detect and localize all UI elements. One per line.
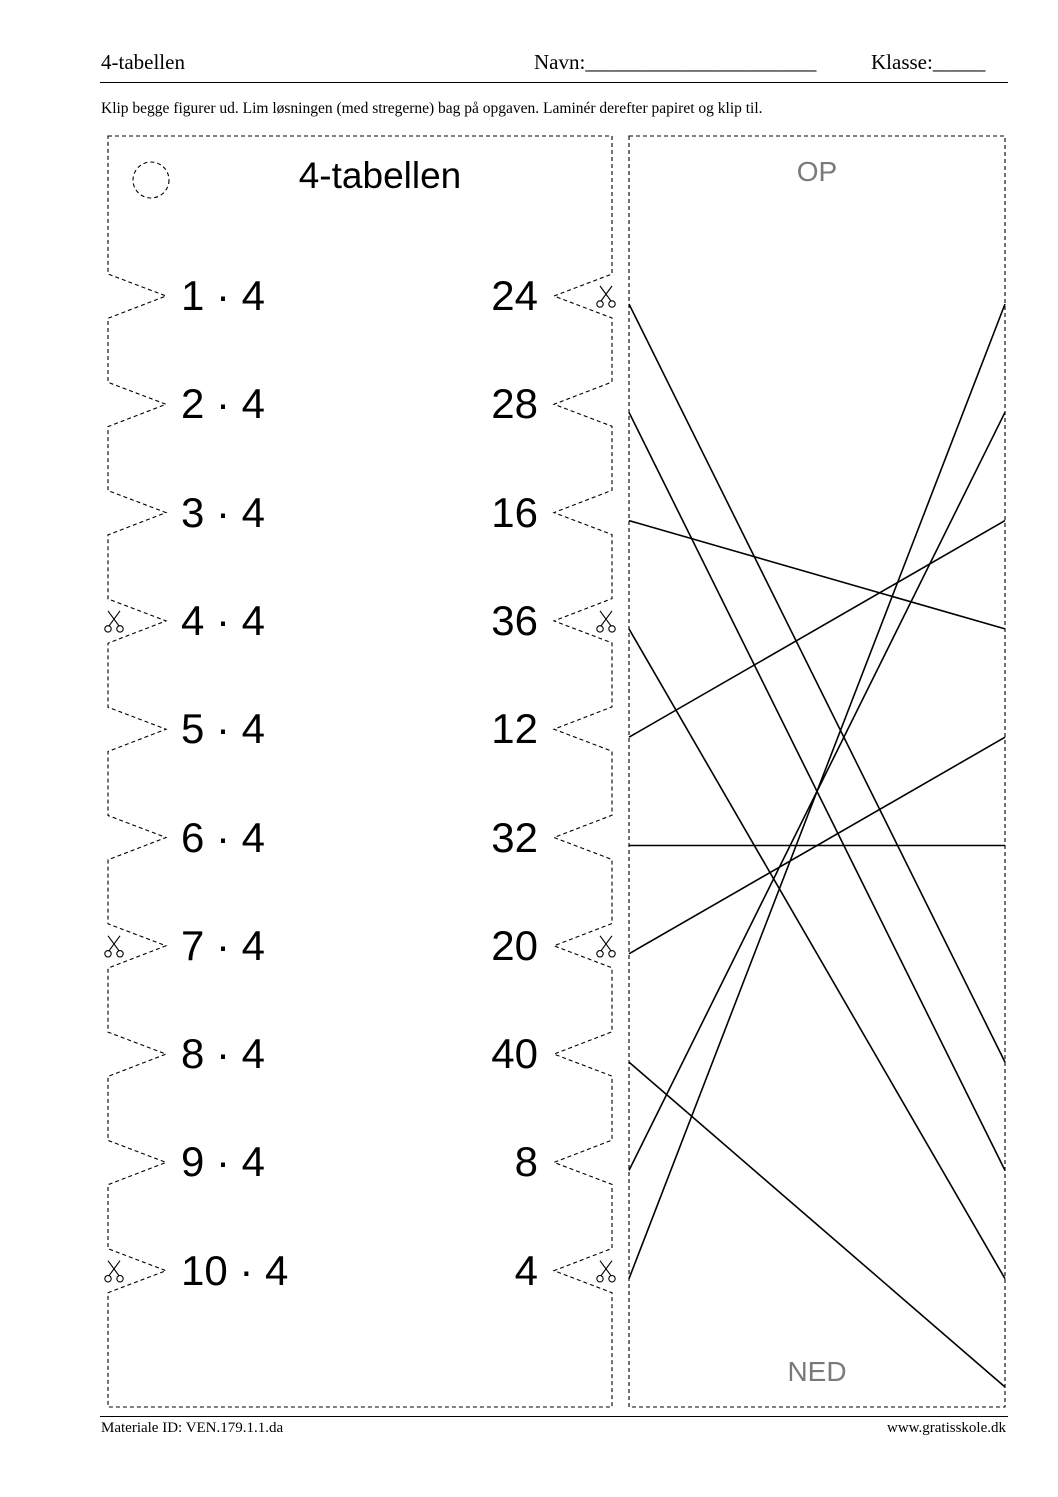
- answer-item: 20: [491, 921, 538, 969]
- answer-item: 12: [491, 705, 538, 753]
- answer-item: 36: [491, 596, 538, 644]
- solution-bottom-label: NED: [787, 1356, 847, 1387]
- answer-item: 16: [491, 488, 538, 536]
- problem-item: 5 · 4: [181, 705, 266, 753]
- problem-item: 2 · 4: [181, 380, 266, 428]
- scissors-icon: [597, 611, 615, 632]
- solution-line: [629, 304, 1005, 1279]
- problem-item: 6 · 4: [181, 813, 266, 861]
- material-id: Materiale ID: VEN.179.1.1.da: [101, 1420, 284, 1436]
- answer-item: 4: [514, 1246, 538, 1294]
- scissors-icon: [597, 286, 615, 307]
- scissors-icon: [105, 1261, 123, 1282]
- problem-item: 9 · 4: [181, 1138, 266, 1186]
- scissors-icon: [105, 936, 123, 957]
- answer-item: 24: [491, 272, 538, 319]
- solution-line: [629, 304, 1005, 1062]
- answer-item: 40: [491, 1030, 538, 1078]
- name-field-label[interactable]: Navn:______________________: [534, 50, 817, 74]
- solution-card-cut-outline: [629, 136, 1005, 1407]
- answer-item: 8: [514, 1138, 538, 1186]
- solution-top-label: OP: [796, 156, 838, 187]
- solution-line: [629, 1062, 1005, 1387]
- problem-item: 3 · 4: [181, 488, 266, 536]
- solution-line: [629, 521, 1005, 629]
- answer-item: 28: [491, 380, 538, 428]
- worksheet-title: 4-tabellen: [101, 50, 185, 74]
- solution-line: [629, 521, 1005, 738]
- problem-item: 1 · 4: [181, 272, 266, 319]
- instructions-text: Klip begge figurer ud. Lim løsningen (med stregerne) bag på opgaven. Laminér derefter papiret og klip til.: [101, 100, 763, 117]
- card-title: 4-tabellen: [298, 155, 462, 196]
- problem-item: 4 · 4: [181, 596, 266, 644]
- answer-item: 32: [491, 813, 538, 861]
- problem-item: 10 · 4: [181, 1246, 289, 1294]
- scissors-icon: [597, 1261, 615, 1282]
- scissors-icon: [597, 936, 615, 957]
- class-field-label[interactable]: Klasse:_____: [871, 50, 986, 74]
- scissors-icon: [105, 611, 123, 632]
- website-url: www.gratisskole.dk: [886, 1420, 1006, 1436]
- problem-item: 8 · 4: [181, 1030, 266, 1078]
- solution-line: [629, 629, 1005, 1279]
- problem-card-cut-outline: [108, 136, 612, 1407]
- footer-rule: [100, 1416, 1008, 1417]
- problem-item: 7 · 4: [181, 921, 266, 969]
